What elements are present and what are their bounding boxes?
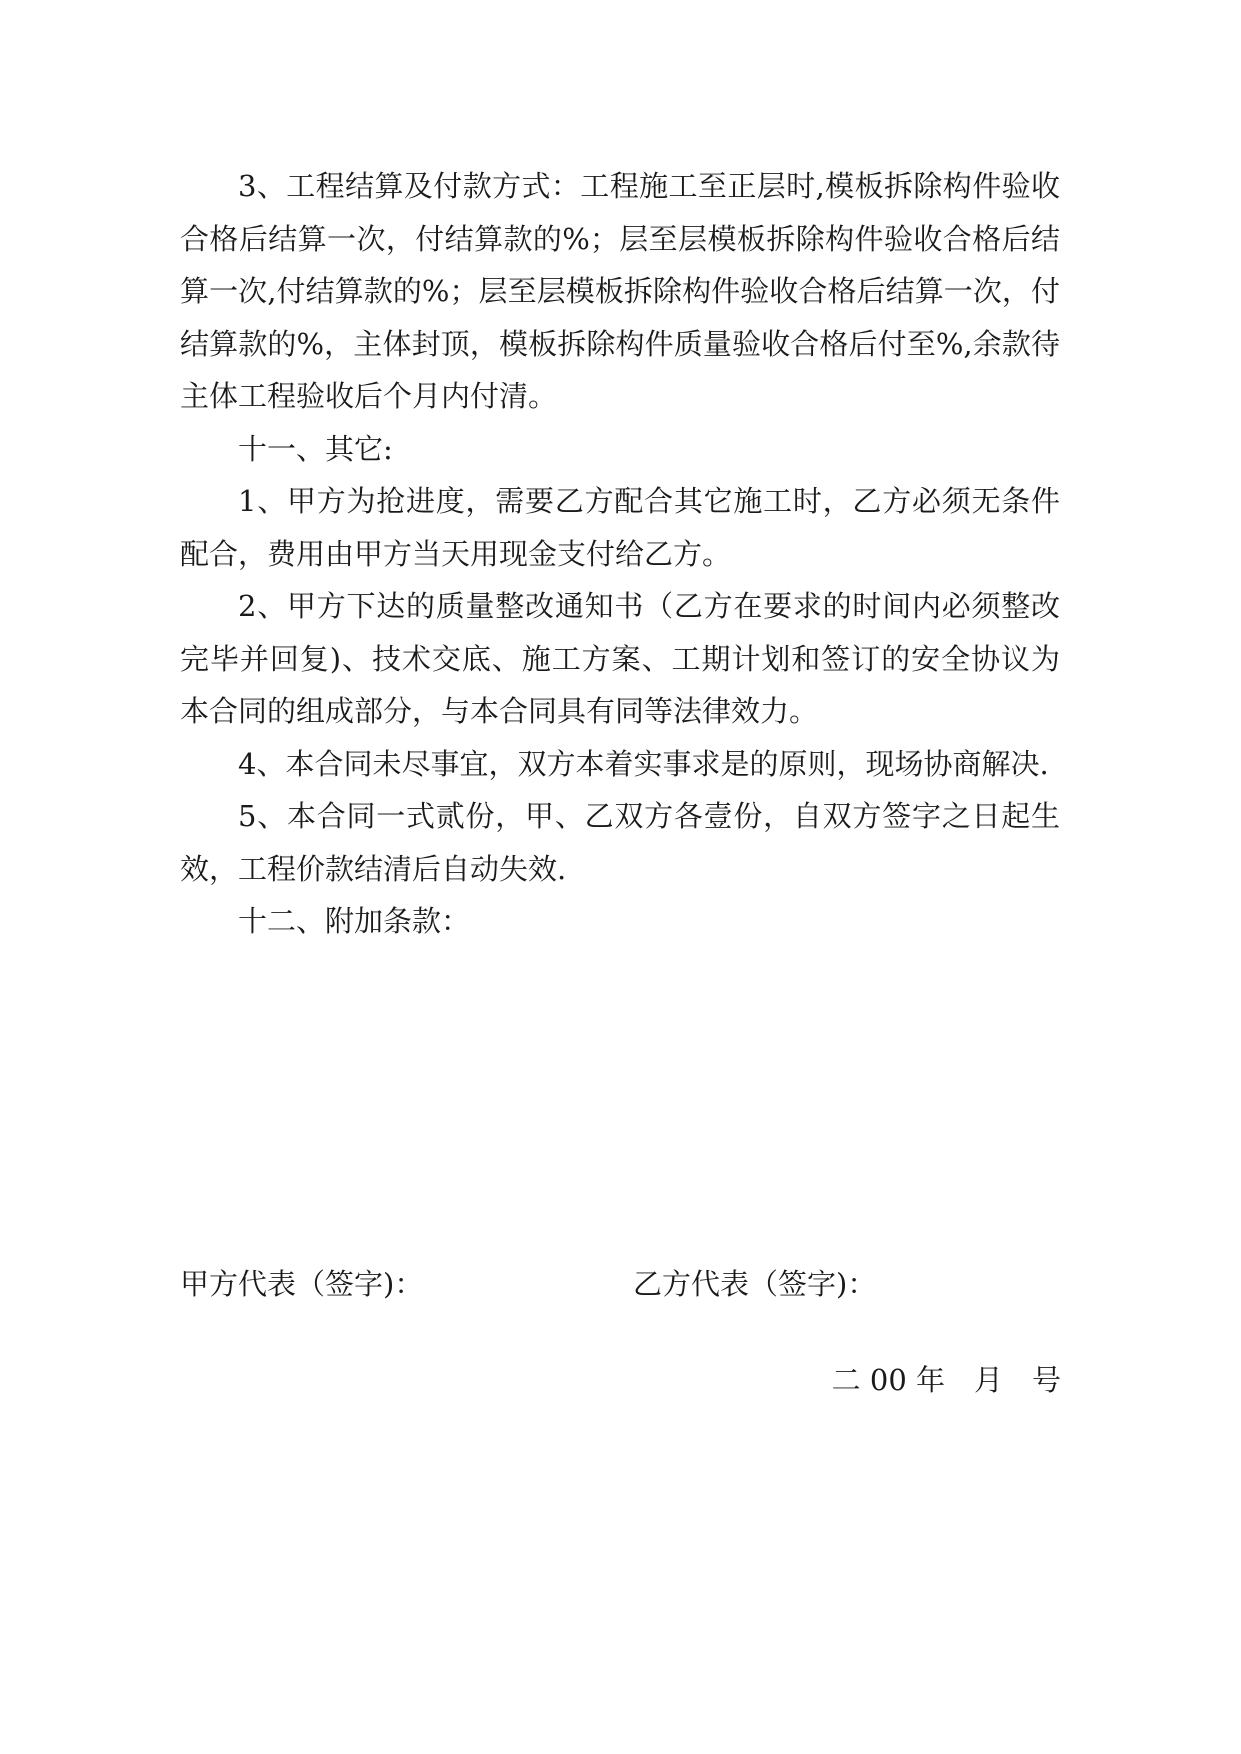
clause-11-5: 5、本合同一式贰份，甲、乙双方各壹份，自双方签字之日起生效，工程价款结清后自动失效. <box>180 799 1060 886</box>
clause-3-payment: 3、工程结算及付款方式：工程施工至正层时,模板拆除构件验收合格后结算一次，付结算款的%；层至层模板拆除构件验收合格后结算一次,付结算款的%；层至层模板拆除构件验收合格后结算一次，付结算款的%，主体封顶，模板拆除构件质量验收合格后付至%,余款待主体工程验收后个月内付清。 <box>180 169 1060 413</box>
section-12-heading: 十二、附加条款： <box>238 904 471 938</box>
section-11-heading: 十一、其它: <box>238 431 393 466</box>
party-b-signature-label: 乙方代表（签字)： <box>633 1267 877 1301</box>
clause-11-1: 1、甲方为抢进度，需要乙方配合其它施工时，乙方必须无条件配合，费用由甲方当天用现金支付给乙方。 <box>180 484 1060 571</box>
party-a-signature-label: 甲方代表（签字)： <box>180 1267 424 1301</box>
clause-11-2: 2、甲方下达的质量整改通知书（乙方在要求的时间内必须整改完毕并回复)、技术交底、施工方案、工期计划和签订的安全协议为本合同的组成部分，与本合同具有同等法律效力。 <box>180 589 1060 728</box>
contract-body <box>180 160 1060 948</box>
clause-11-4: 4、本合同未尽事宜，双方本着实事求是的原则，现场协商解决. <box>238 746 1049 781</box>
date-line: 二 00 年 月 号 <box>831 1363 1061 1397</box>
